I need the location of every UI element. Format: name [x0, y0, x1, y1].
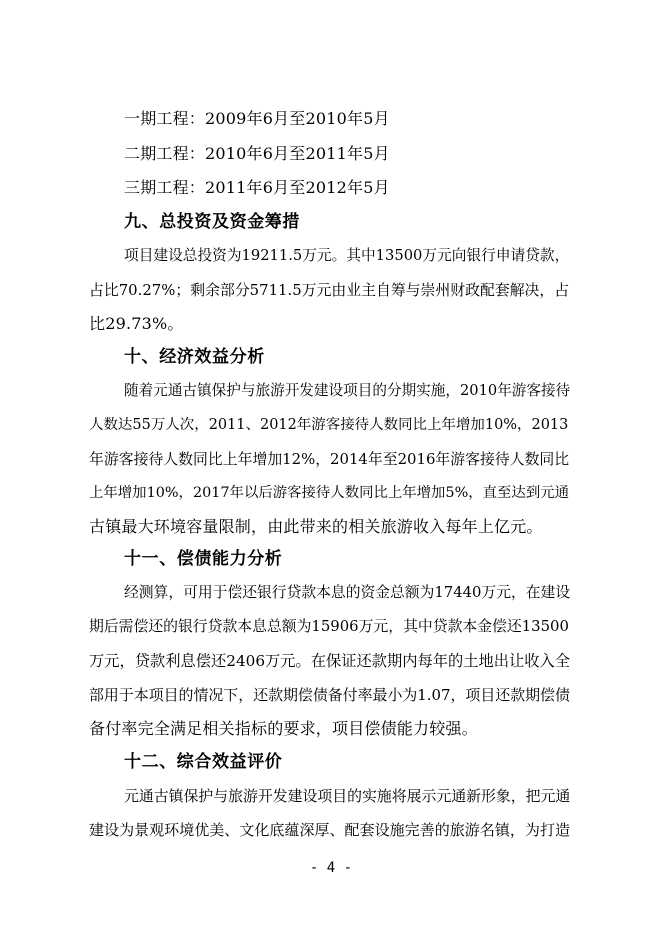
section-10-line: 年游客接待人数同比上年增加12%，2014年至2016年游客接待人数同比: [89, 450, 570, 468]
section-9-line: 占比70.27%；剩余部分5711.5万元由业主自筹与崇州财政配套解决，占: [89, 281, 570, 299]
page-number: - 4 -: [309, 860, 353, 876]
section-11-line: 部用于本项目的情况下，还款期偿债备付率最小为1.07，项目还款期偿债: [89, 686, 570, 704]
section-11-line: 备付率完全满足相关指标的要求，项目偿债能力较强。: [89, 719, 478, 738]
section-10-line: 上年增加10%，2017年以后游客接待人数同比上年增加5%，直至达到元通: [89, 485, 569, 501]
section-12-heading: 十二、综合效益评价: [124, 752, 283, 772]
section-12-line: 建设为景观环境优美、文化底蕴深厚、配套设施完善的旅游名镇，为打造: [89, 821, 571, 839]
schedule-phase-3: 三期工程：2011年6月至2012年5月: [124, 178, 390, 197]
section-9-line: 比29.73%。: [89, 314, 184, 333]
section-11-line: 万元，贷款利息偿还2406万元。在保证还款期内每年的土地出让收入全: [89, 652, 571, 670]
section-11-heading: 十一、偿债能力分析: [124, 549, 283, 569]
schedule-phase-2: 二期工程：2010年6月至2011年5月: [124, 144, 390, 163]
section-10-line: 人数达55万人次，2011、2012年游客接待人数同比上年增加10%，2013: [89, 417, 569, 433]
section-9-line: 项目建设总投资为19211.5万元。其中13500万元向银行申请贷款，: [124, 247, 570, 264]
schedule-phase-1: 一期工程：2009年6月至2010年5月: [124, 109, 390, 128]
section-10-heading: 十、经济效益分析: [124, 347, 265, 367]
section-11-line: 期后需偿还的银行贷款本息总额为15906万元，其中贷款本金偿还13500: [89, 618, 569, 635]
section-10-line: 随着元通古镇保护与旅游开发建设项目的分期实施，2010年游客接待: [124, 382, 571, 399]
section-12-line: 元通古镇保护与旅游开发建设项目的实施将展示元通新形象，把元通: [124, 787, 571, 805]
section-11-line: 经测算，可用于偿还银行贷款本息的资金总额为17440万元，在建设: [124, 584, 571, 601]
section-9-heading: 九、总投资及资金筹措: [124, 212, 300, 232]
section-10-line: 古镇最大环境容量限制，由此带来的相关旅游收入每年上亿元。: [89, 517, 543, 536]
